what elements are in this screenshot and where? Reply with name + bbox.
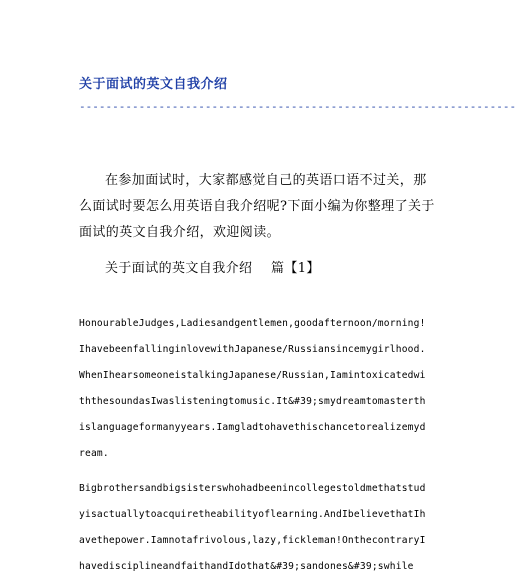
section-heading-title: 关于面试的英文自我介绍	[105, 261, 253, 276]
english-paragraph-1: HonourableJudges,Ladiesandgentlemen,goodafternoon/morning!IhavebeenfallinginlovewithJapanese/Russiansincemygirlhood.WhenIhearsomeoneistalkingJapanese/Russian,IamintoxicatedwiththesoundasIwaslisteningtomusic.It&#39;smydreamtomasterthislanguageformanyyears.Iamgladtohavethischancetorealizemydream.	[79, 318, 426, 459]
section-heading	[105, 257, 320, 276]
section-heading-number: 篇【1】	[270, 261, 320, 276]
intro-paragraph: 在参加面试时，大家都感觉自己的英语口语不过关，那么面试时要怎么用英语自我介绍呢?下面小编为你整理了关于面试的英文自我介绍，欢迎阅读。	[79, 173, 435, 240]
document-title: 关于面试的英文自我介绍	[79, 77, 228, 92]
english-paragraph-2: Bigbrothersandbigsisterswhohadbeenincollegestoldmethatstudyisactuallytoacquiretheabilityoflearning.AndIbelievethatIhavethepower.Iamnotafrivolous,lazy,fickleman!OnthecontraryIhavedisciplineandfaithandIdothat&#39;sandones&#39;swhile	[79, 483, 426, 572]
title-divider: ------------------------------------------------------------------	[79, 100, 516, 113]
